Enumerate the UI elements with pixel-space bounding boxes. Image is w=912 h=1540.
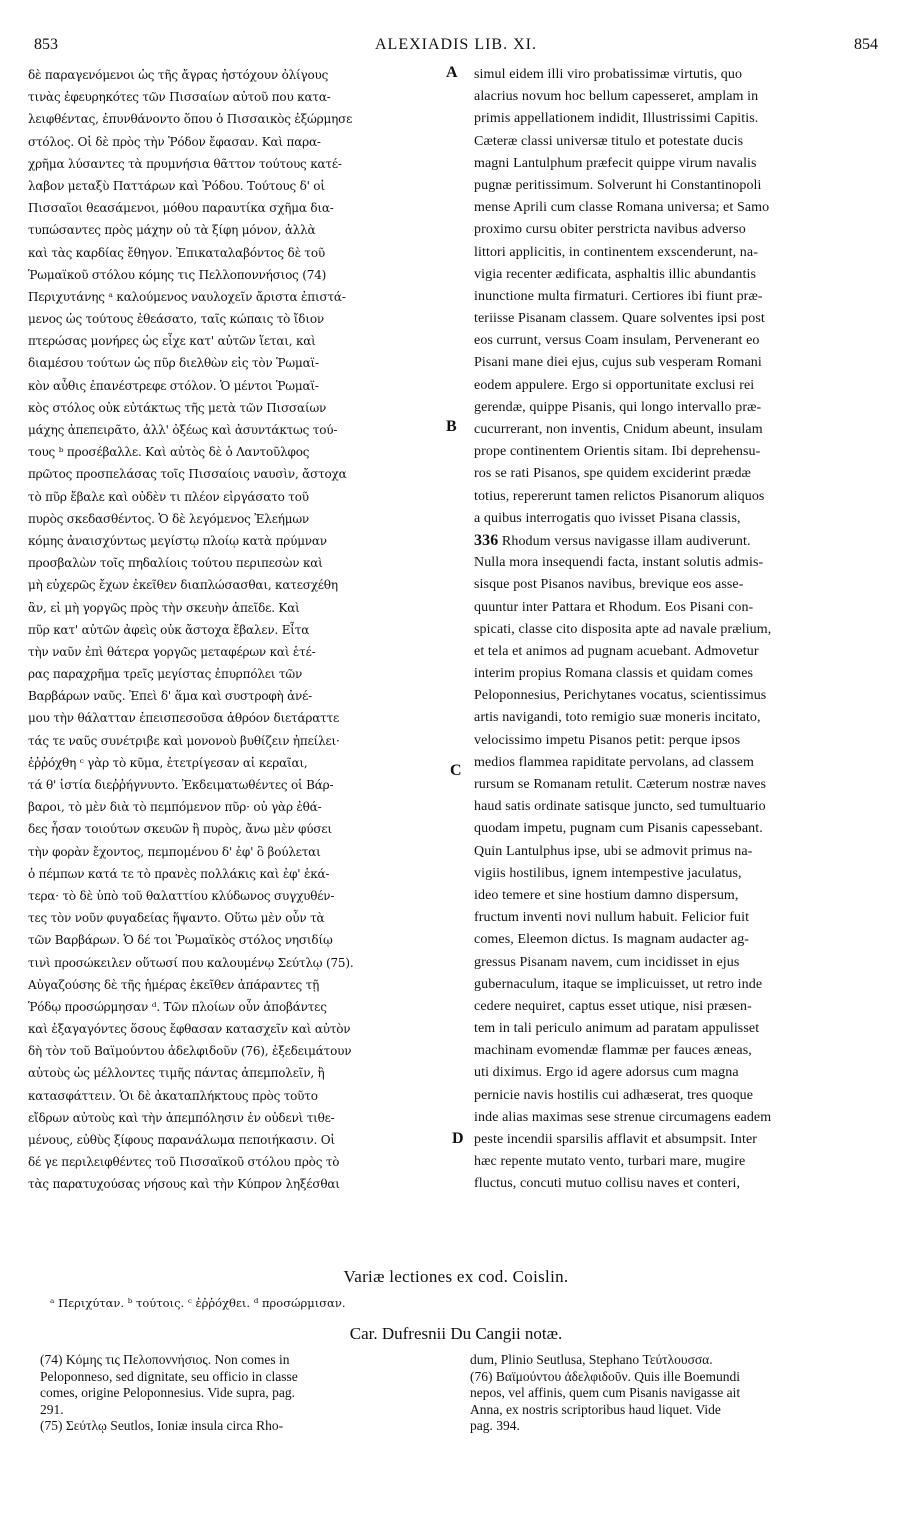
greek-text-line: κατασφάττειν. Ὁι δὲ ἀκαταπλήκτους πρὸς τοῦτο [28, 1088, 318, 1103]
latin-text-line: artis navigandi, toto remigio suæ moneris incitato, [474, 710, 761, 726]
latin-text-line: quuntur inter Pattara et Rhodum. Eos Pisani con- [474, 599, 754, 615]
greek-text-line: πρῶτος προσπελάσας τοῖς Πισσαίοις ναυσὶν, ἄστοχα [28, 467, 347, 482]
latin-text-line: uti diximus. Ergo id agere adorsus cum magna [474, 1065, 739, 1081]
greek-text-column [28, 64, 462, 1196]
latin-text-line-text: Rhodum versus navigasse illam audiverunt. [501, 533, 751, 549]
latin-text-line: cedere nequiret, captus esset utique, nisi præsen- [474, 998, 752, 1014]
latin-text-line: gerendæ, quippe Pisanis, qui longo intervallo præ- [474, 399, 762, 415]
variae-lectiones-title: Variæ lectiones ex cod. Coislin. [343, 1267, 569, 1286]
greek-text-line: τῶν Βαρβάρων. Ὁ δέ τοι Ῥωμαϊκὸς στόλος νησιδίῳ [28, 933, 333, 948]
greek-text-line: χρῆμα λύσαντες τὰ πρυμνήσια θᾶττον τούτους κατέ- [28, 156, 342, 171]
latin-text-line: magni Lantulphum præfecit quippe virum navalis [474, 155, 757, 171]
greek-text-line: τινὶ προσώκειλεν οὕτωσί που καλουμένῳ Σεύτλῳ (75). [28, 955, 354, 970]
notes-title: Car. Dufresnii Du Cangii notæ. [349, 1324, 563, 1343]
greek-text-line: ἂν, εἰ μὴ γοργῶς πρὸς τὴν σκευὴν ἀπεῖδε. Καὶ [28, 600, 300, 615]
greek-text-line: ὁ πέμπων κατά τε τὸ πρανὲς πολλάκις καὶ ἐφ' ἑκά- [28, 866, 330, 881]
latin-text-line: proximo cursu obiter perstricta navibus adverso [474, 222, 746, 238]
greek-text-line: τινὰς ἐφευρηκότες τῶν Πισσαίων αὐτοῦ που κατα- [28, 90, 331, 105]
latin-text-line: sisque post Pisanos navibus, brevique eos asse- [474, 577, 744, 593]
page-number-left: 853 [34, 36, 58, 53]
greek-text-line: μένους, εὐθὺς ξίφους παρανάλωμα πεποιήκασιν. Οἱ [28, 1133, 335, 1147]
margin-mark-c: C [450, 762, 462, 779]
greek-text-line: λειφθέντας, ἐπυνθάνοντο ὅπου ὁ Πισσαικὸς ἐξώρμησε [28, 112, 353, 127]
greek-text-line: διαμέσου τούτων ὡς πῦρ διελθὼν εἰς τὸν Ῥωμαϊ- [28, 356, 319, 371]
greek-text-line: ρας παραχρῆμα τρεῖς μεγίστας ἐπυρπόλει τῶν [28, 667, 303, 682]
latin-text-line: comes, Eleemon dictus. Is magnam audacter ag- [474, 932, 750, 948]
greek-text-line: προσβαλὼν τοῖς πηδαλίοις τούτου περιπεσὼν καὶ [28, 556, 323, 571]
note-line: pag. 394. [470, 1418, 520, 1433]
note-line: 291. [40, 1401, 64, 1417]
greek-text-line: κὸς στόλος οὐκ εὐτάκτως τῆς μετὰ τῶν Πισσαίων [28, 400, 327, 415]
latin-text-line: peste incendii sparsilis afflavit et absumpsit. Inter [474, 1132, 758, 1147]
page-number-right: 854 [854, 36, 878, 53]
latin-text-line: vigiis hostilibus, ignem intempestive jaculatus, [474, 865, 742, 881]
latin-text-line: simul eidem illi viro probatissimæ virtutis, quo [474, 67, 743, 82]
greek-text-line: καὶ ἐξαγαγόντες ὅσους ἔφθασαν κατασχεῖν καὶ αὐτὸν [28, 1022, 351, 1037]
note-line: (74) Κόμης τις Πελοποννήσιος. Non comes in [40, 1352, 290, 1367]
latin-text-line: littori applicitis, in continentem exscenderunt, na- [474, 244, 758, 260]
latin-text-line: eodem appulere. Ergo si opportunitate exclusi rei [474, 377, 755, 393]
variae-lectiones-line: ᵃ Περιχύταν. ᵇ τούτοις. ᶜ ἐῤῥόχθει. ᵈ προσώρμισαν. [50, 1296, 346, 1310]
running-header [34, 36, 878, 58]
notes-right-column [470, 1352, 890, 1435]
greek-text-line: τὰς παρατυχούσας νήσους καὶ τὴν Κύπρον ληξέσθαι [28, 1177, 340, 1192]
latin-text-line: gubernaculum, itaque se implicuisset, ut retro inde [474, 976, 763, 992]
greek-text-line: αὐτοὺς ὡς μέλλοντες τιμῆς πάντας ἀπεμπολεῖν, ἢ [28, 1066, 325, 1081]
latin-text-line: et tela et animos ad pugnam acuebant. Admovetur [474, 643, 759, 659]
latin-text-line: medios flammea rapiditate pervolans, ad classem [474, 754, 754, 770]
running-title: ALEXIADIS LIB. XI. [375, 36, 537, 53]
greek-text-line: δὲ παραγενόμενοι ὡς τῆς ἄγρας ἠστόχουν ὀλίγους [28, 68, 329, 82]
latin-text-line: inunctione multa firmaturi. Certiores ibi fiunt præ- [474, 288, 763, 304]
latin-text-line: prope continentem Orientis sitam. Ibi deprehensu- [474, 444, 761, 460]
latin-text-line: interim propius Romana classis et quidam comes [474, 666, 754, 682]
latin-text-line: vigia recenter ædificata, asphaltis illic abundantis [474, 266, 756, 282]
greek-text-line: τους ᵇ προσέβαλλε. Καὶ αὐτὸς δὲ ὁ Λαντοῦλφος [28, 445, 310, 460]
latin-text-line: cucurrerant, non inventis, Cnidum abeunt, insulam [474, 422, 763, 437]
greek-text-line: τερα· τὸ δὲ ὑπὸ τοῦ θαλαττίου κλύδωνος συγχυθέν- [28, 888, 335, 903]
latin-text-line: fluctus, concuti mutuo collisu naves et conteri, [474, 1176, 741, 1192]
latin-text-line: Cæteræ classi universæ titulo et potestate ducis [474, 133, 744, 149]
latin-text-line: a quibus interrogatis quo ivisset Pisana classis, [474, 510, 741, 526]
greek-text-line: βαροι, τὸ μὲν διὰ τὸ πεμπόμενον πῦρ· οὐ γὰρ ἐθά- [28, 800, 322, 815]
latin-text-line: ideo temere et sine hostium damno dispersum, [474, 887, 739, 903]
latin-text-line: hæc repente mutato vento, turbari mare, mugire [474, 1154, 746, 1170]
latin-text-line: totius, repererunt tamen relictos Pisanorum aliquos [474, 488, 765, 504]
latin-text-line [474, 530, 884, 552]
latin-text-line: tem in tali periculo animum ad paratam appulisset [474, 1021, 760, 1037]
greek-text-line: τὴν φορὰν ἔχοντος, πεμπομένου δ' ἐφ' ὃ βούλεται [28, 844, 321, 859]
greek-text-line: λαβον μεταξὺ Παττάρων καὶ Ῥόδου. Τούτους δ' οἱ [28, 178, 325, 193]
greek-text-line: μάχης ἀπεπειρᾶτο, ἀλλ' ὀξέως καὶ ἀσυντάκτως τού- [28, 423, 338, 437]
latin-text-line: Quin Lantulphus ipse, ubi se admovit primus na- [474, 843, 753, 859]
greek-text-line: ἐῤῥόχθη ᶜ γὰρ τὸ κῦμα, ἐτετρίγεσαν αἱ κεραῖαι, [28, 755, 308, 770]
latin-text-line: mense Aprili cum classe Romana universa; et Samo [474, 200, 770, 216]
latin-text-line: ros se rati Pisanos, spe quidem exciderint prædæ [474, 466, 751, 482]
notes-left-column [40, 1352, 456, 1435]
latin-text-line: inde alias maximas sese strenue circumagens eadem [474, 1109, 772, 1125]
greek-text-line: Αὐγαζούσης δὲ τῆς ἡμέρας ἐκεῖθεν ἀπάραντες τῇ [28, 977, 320, 992]
greek-text-line: μὴ εὐχερῶς ἔχων ἐκεῖθεν διαπλώσασθαι, κατεσχέθη [28, 578, 338, 593]
note-line: comes, origine Peloponnesius. Vide supra, pag. [40, 1385, 296, 1400]
greek-text-line: πῦρ κατ' αὐτῶν ἀφεὶς οὐκ ἄστοχα ἔβαλεν. Εἶτα [28, 622, 310, 637]
margin-mark-a: A [446, 64, 458, 81]
greek-text-line: τες τὸν νοῦν φυγαδείας ἥψαντο. Οὕτω μὲν οὖν τὰ [28, 911, 325, 926]
latin-text-line: alacrius novum hoc bellum capesseret, amplam in [474, 89, 759, 105]
note-line: dum, Plinio Seutlusa, Stephano Τεύτλουσσα. [470, 1352, 713, 1367]
latin-text-line: pernicie navis hostilis cui adhæserat, tres quoque [474, 1087, 754, 1103]
note-line: nepos, vel affinis, quem cum Pisanis navigasse ait [470, 1385, 741, 1400]
latin-text-line: haud satis ordinate satisque juncto, sed tumultuario [474, 799, 766, 815]
greek-text-line: καὶ τὰς καρδίας ἔθηγον. Ἐπικαταλαβόντος δὲ τοῦ [28, 245, 325, 260]
greek-text-line: πυρὸς σκεδασθέντος. Ὁ δὲ λεγόμενος Ἐλεήμων [28, 511, 309, 526]
greek-text-line: δὴ τὸν τοῦ Βαϊμούντου ἀδελφιδοῦν (76), ἐξεδειμάτουν [28, 1044, 352, 1059]
greek-text-line: κόμης ἀναισχύντως μεγίστῳ πλοίῳ κατὰ πρύμναν [28, 533, 327, 548]
latin-text-line: primis appellationem indidit, Illustrissimi Capitis. [474, 111, 759, 127]
latin-text-line: rursum se Romanam retulit. Cæterum nostræ naves [474, 777, 767, 792]
latin-text-line: Nulla mora insequendi facta, instant solutis admis- [474, 555, 764, 571]
greek-text-line: δες ἦσαν τοιούτων σκευῶν ἢ πυρὸς, ἄνω μὲν φύσει [28, 822, 332, 837]
note-line: Anna, ex nostris scriptoribus haud liquet. Vide [470, 1401, 721, 1417]
greek-text-line: τὸ πῦρ ἔβαλε καὶ οὐδὲν τι πλέον εἰργάσατο τοῦ [28, 489, 309, 504]
latin-text-column [474, 64, 884, 1196]
greek-text-line: πτερώσας μονήρες ὡς εἶχε κατ' αὐτῶν ἵεται, καὶ [28, 334, 316, 349]
greek-text-line: τυπώσαντες πρὸς μάχην οὐ τὰ ξίφη μόνον, ἀλλὰ [28, 223, 316, 238]
latin-text-line: fructum inventi novi nullum habuit. Felicior fuit [474, 910, 750, 926]
latin-text-line: spicati, classe cito disposita apte ad navale prælium, [474, 621, 772, 637]
latin-text-line: teriisse Pisanam classem. Quare solventes ipsi post [474, 311, 765, 327]
inline-page-number: 336 [474, 531, 499, 549]
latin-text-line: velocissimo impetu Pisanos petit: perque ipsos [474, 732, 741, 748]
latin-text-line: eos currunt, versus Coam insulam, Pervenerant eo [474, 333, 760, 349]
greek-text-line: τὴν ναῦν ἐπὶ θάτερα γοργῶς μεταφέρων καὶ ἑτέ- [28, 644, 316, 659]
greek-text-line: τάς τε ναῦς συνέτριβε καὶ μονονοὺ βυθίζειν ἠπείλει· [28, 733, 340, 748]
greek-text-line: μου τὴν θάλατταν ἐπεισπεσοῦσα ἀθρόον διετάραττε [28, 711, 340, 726]
latin-text-line: Pisani mane diei ejus, cujus sub vesperam Romani [474, 355, 762, 371]
greek-text-line: εἴδρων αὐτοὺς καὶ τὴν ἀπεμπόλησιν ἐν οὐδενὶ τιθε- [28, 1110, 335, 1125]
greek-text-line: κὸν αὖθις ἐπανέστρεφε στόλον. Ὁ μέντοι Ῥωμαϊ- [28, 378, 319, 393]
note-line: (76) Βαϊμούντου ἀδελφιδοῦν. Quis ille Boemundi [470, 1368, 741, 1384]
note-line: Peloponneso, sed dignitate, seu officio in classe [40, 1368, 298, 1384]
latin-text-line: Peloponnesius, Perichytanes vocatus, scientissimus [474, 688, 767, 704]
latin-text-line: gressus Pisanam navem, cum incidisset in ejus [474, 954, 740, 970]
greek-text-line: στόλος. Οἱ δὲ πρὸς τὴν Ῥόδον ἔφασαν. Καὶ παρα- [28, 134, 321, 149]
margin-mark-b: B [446, 418, 457, 435]
greek-text-line: τά θ' ἱστία διεῤῥήγνυντο. Ἐκδειματωθέντες οἱ Βάρ- [28, 778, 334, 792]
latin-text-line: pugnæ peritissimum. Solverunt hi Constantinopoli [474, 177, 762, 193]
greek-text-line: Περιχυτάνης ᵃ καλούμενος ναυλοχεῖν ἄριστα ἐπιστά- [28, 289, 346, 304]
greek-text-line: Ῥωμαϊκοῦ στόλου κόμης τις Πελλοποννήσιος (74) [28, 267, 327, 282]
latin-text-line: machinam evomendæ flammæ per fauces æneas, [474, 1043, 752, 1059]
greek-text-line: δέ γε περιλειφθέντες τοῦ Πισσαϊκοῦ στόλου πρὸς τὸ [28, 1155, 340, 1170]
greek-text-line: Βαρβάρων ναῦς. Ἐπεὶ δ' ἅμα καὶ συστροφὴ ἀνέ- [28, 689, 313, 704]
greek-text-line: Πισσαῖοι θεασάμενοι, μόθου παραυτίκα σχῆμα δια- [28, 201, 334, 216]
greek-text-line: Ῥόδῳ προσώρμησαν ᵈ. Τῶν πλοίων οὖν ἀποβάντες [28, 999, 327, 1014]
greek-text-line: μενος ὡς τούτους ἐθεάσατο, ταῖς κώπαις τὸ ἴδιον [28, 312, 324, 327]
margin-mark-d: D [452, 1130, 464, 1147]
latin-text-line: quodam impetu, pugnam cum Pisanis capessebant. [474, 821, 763, 837]
note-line: (75) Σεύτλῳ Seutlos, Ioniæ insula circa Rho- [40, 1418, 284, 1433]
